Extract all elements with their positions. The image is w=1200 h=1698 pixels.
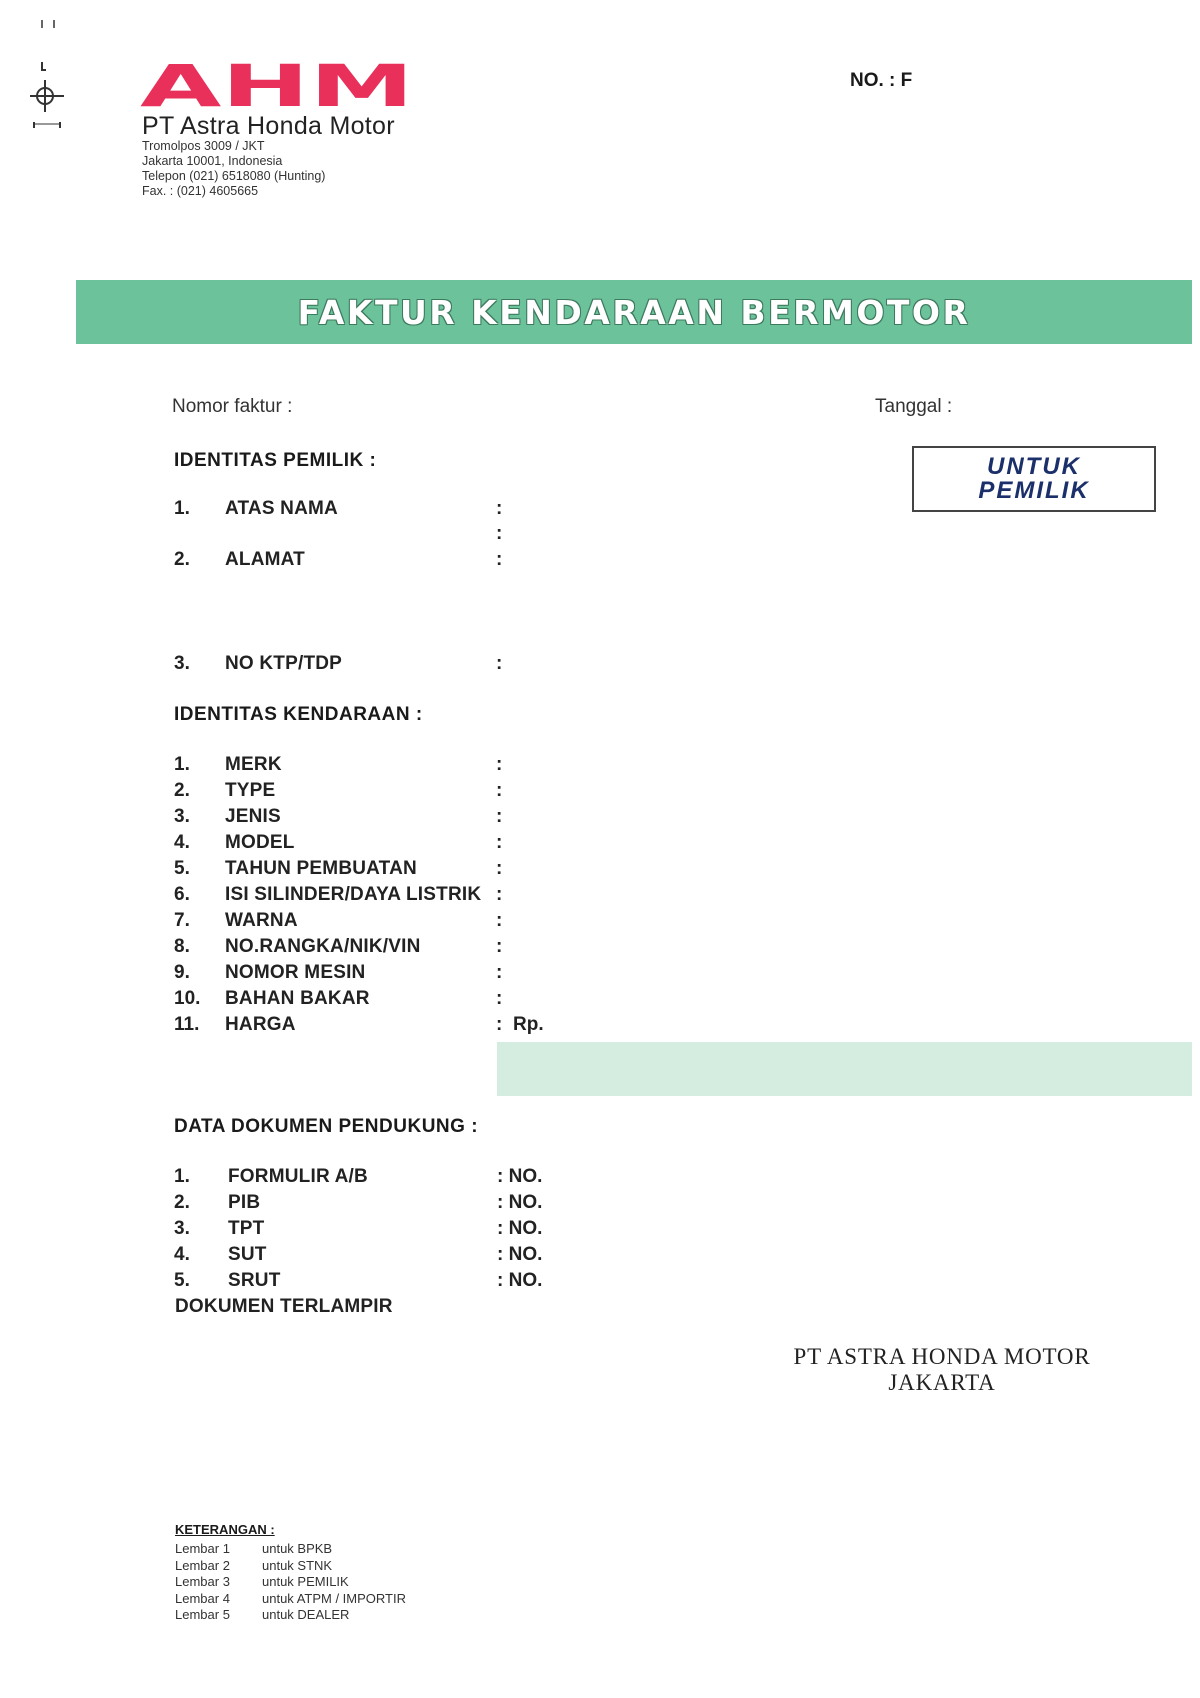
company-name: PT Astra Honda Motor <box>142 112 395 140</box>
notes-description: untuk PEMILIK <box>262 1574 349 1589</box>
field-label: MERK <box>225 754 282 775</box>
document-label: SRUT <box>228 1270 281 1291</box>
field-number: 1. <box>174 754 190 775</box>
document-label: SUT <box>228 1244 267 1265</box>
date-label: Tanggal : <box>875 396 953 417</box>
notes-sheet: Lembar 3 <box>175 1574 230 1589</box>
field-label: MODEL <box>225 832 295 853</box>
documents-section-title: DATA DOKUMEN PENDUKUNG : <box>174 1116 479 1137</box>
copy-stamp <box>912 446 1156 512</box>
field-number: 3. <box>174 653 190 674</box>
field-number: 3. <box>174 1218 190 1239</box>
document-label: TPT <box>228 1218 265 1239</box>
field-label-alamat: ALAMAT <box>225 549 305 570</box>
field-number: 6. <box>174 884 190 905</box>
field-label: TYPE <box>225 780 276 801</box>
field-colon: : <box>496 523 503 544</box>
field-label: NOMOR MESIN <box>225 962 366 983</box>
title-banner <box>76 280 1192 344</box>
document-label: FORMULIR A/B <box>228 1166 368 1187</box>
field-number: 2. <box>174 780 190 801</box>
field-label: JENIS <box>225 806 281 827</box>
field-number: 8. <box>174 936 190 957</box>
signature-city: JAKARTA <box>888 1370 996 1395</box>
svg-text:AHM: AHM <box>140 62 414 108</box>
document-number-field: : NO. <box>497 1192 543 1213</box>
registration-mark-icon <box>28 18 68 128</box>
field-value: Rp. <box>513 1014 544 1035</box>
document-number-field: : NO. <box>497 1244 543 1265</box>
address-line: Fax. : (021) 4605665 <box>142 184 259 198</box>
field-colon: : <box>496 653 503 674</box>
field-number: 1. <box>174 1166 190 1187</box>
field-colon: : <box>496 549 503 570</box>
field-label-atas-nama: ATAS NAMA <box>225 498 338 519</box>
field-number: 5. <box>174 1270 190 1291</box>
invoice-number-label: Nomor faktur : <box>172 396 293 417</box>
field-colon: : <box>496 806 503 827</box>
field-label-no-ktp: NO KTP/TDP <box>225 653 343 674</box>
field-number: 9. <box>174 962 190 983</box>
signature-company: PT ASTRA HONDA MOTOR <box>793 1344 1091 1369</box>
attached-documents-label: DOKUMEN TERLAMPIR <box>175 1296 393 1317</box>
notes-sheet: Lembar 4 <box>175 1590 230 1606</box>
field-number: 5. <box>174 858 190 879</box>
field-colon: : <box>496 754 503 775</box>
field-number: 3. <box>174 806 190 827</box>
vehicle-section-title: IDENTITAS KENDARAAN : <box>174 704 423 725</box>
document-number-field: : NO. <box>497 1218 543 1239</box>
address-line: Telepon (021) 6518080 (Hunting) <box>142 169 326 183</box>
field-colon: : <box>496 988 503 1009</box>
field-colon: : <box>496 498 503 519</box>
field-label: BAHAN BAKAR <box>225 988 370 1009</box>
field-colon: : <box>496 832 503 853</box>
signature-block <box>742 1344 1142 1396</box>
field-colon: : <box>496 962 503 983</box>
field-colon: : <box>496 858 503 879</box>
address-line: Jakarta 10001, Indonesia <box>142 154 283 168</box>
notes-description: untuk ATPM / IMPORTIR <box>262 1590 406 1606</box>
notes-sheet: Lembar 1 <box>175 1541 230 1556</box>
field-number: 2. <box>174 1192 190 1213</box>
field-label: TAHUN PEMBUATAN <box>225 858 417 879</box>
notes-sheet: Lembar 2 <box>175 1557 230 1573</box>
field-colon: : <box>496 936 503 957</box>
field-label: NO.RANGKA/NIK/VIN <box>225 936 421 957</box>
notes-sheet: Lembar 5 <box>175 1607 230 1622</box>
price-highlight-bar <box>497 1042 1192 1096</box>
field-colon: : <box>496 910 503 931</box>
document-label: PIB <box>228 1192 261 1213</box>
field-label: WARNA <box>225 910 298 931</box>
field-label: HARGA <box>225 1014 296 1035</box>
document-number-field: : NO. <box>497 1166 543 1187</box>
field-number: 7. <box>174 910 190 931</box>
field-number: 4. <box>174 1244 190 1265</box>
notes-title: KETERANGAN : <box>175 1522 275 1537</box>
notes-description: untuk DEALER <box>262 1607 350 1622</box>
stamp-line: PEMILIK <box>978 477 1090 504</box>
notes-description: untuk BPKB <box>262 1541 333 1556</box>
field-number: 10. <box>174 988 201 1009</box>
field-colon: : <box>496 780 503 801</box>
ahm-logo-icon <box>140 62 416 108</box>
field-label: ISI SILINDER/DAYA LISTRIK <box>225 884 482 905</box>
company-address <box>142 139 325 199</box>
field-colon: : <box>496 884 503 905</box>
field-number: 11. <box>174 1014 200 1035</box>
field-number: 1. <box>174 498 190 519</box>
owner-section-title: IDENTITAS PEMILIK : <box>174 450 377 471</box>
field-number: 2. <box>174 549 190 570</box>
page-title: FAKTUR KENDARAAN BERMOTOR <box>297 292 971 332</box>
notes-description: untuk STNK <box>262 1557 333 1573</box>
stamp-line: UNTUK <box>987 453 1081 480</box>
document-number-field: : NO. <box>497 1270 543 1291</box>
address-line: Tromolpos 3009 / JKT <box>142 139 265 153</box>
field-colon: : <box>496 1014 503 1035</box>
field-number: 4. <box>174 832 190 853</box>
document-number: NO. : F <box>850 70 913 91</box>
